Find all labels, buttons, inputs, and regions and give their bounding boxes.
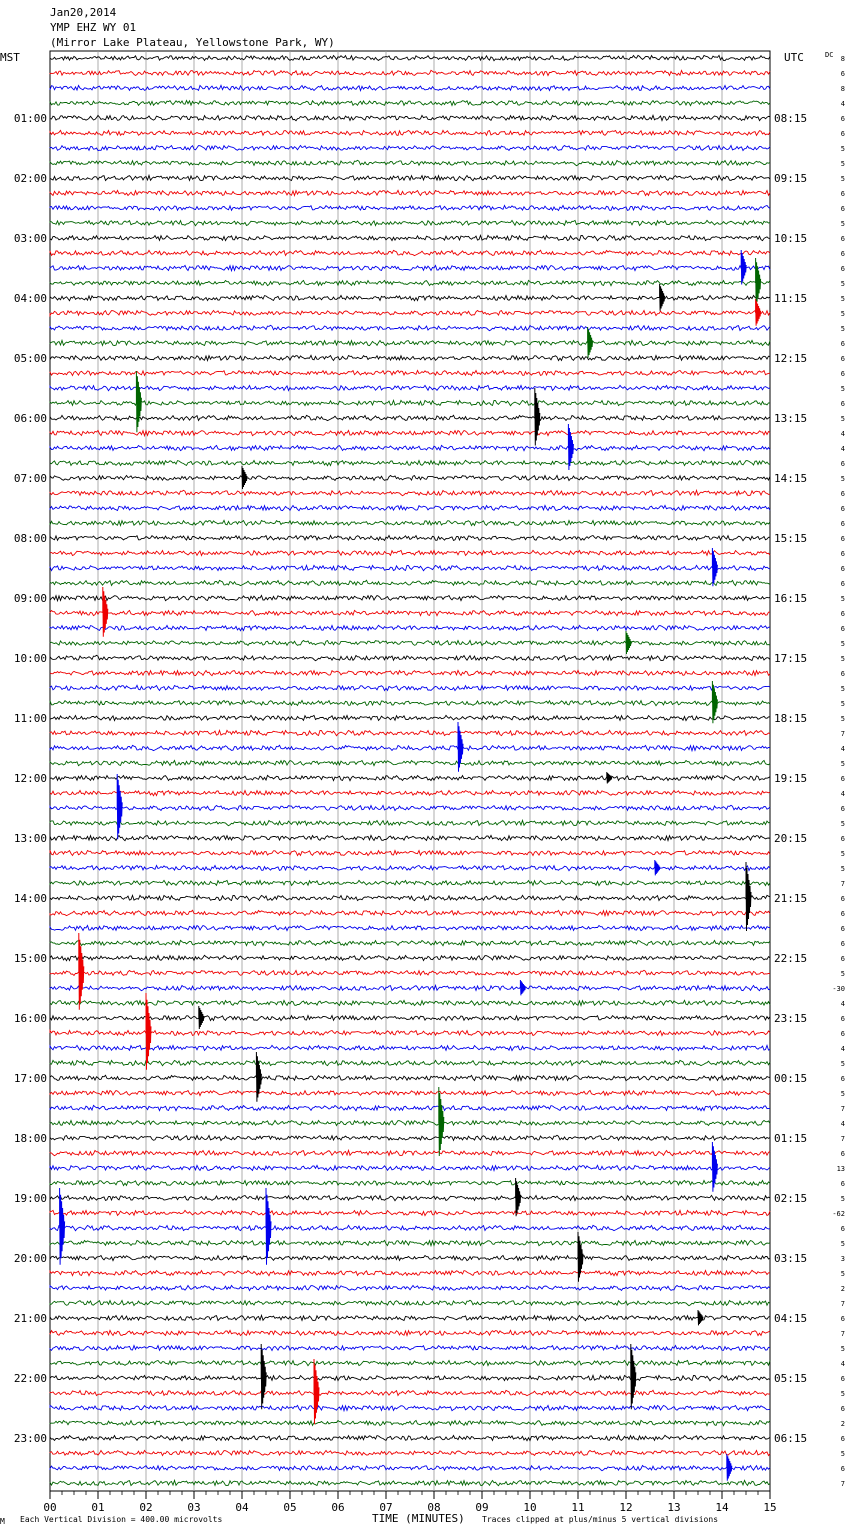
dc-value: 5 — [840, 595, 845, 603]
trace-row-23 — [50, 400, 770, 405]
trace-row-42 — [50, 685, 770, 690]
dc-value: 5 — [840, 850, 845, 858]
event-spike — [741, 250, 746, 285]
x-tick-label: 12 — [619, 1501, 633, 1514]
trace-row-69 — [50, 1091, 770, 1096]
utc-hour-label: 20:15 — [774, 832, 808, 845]
event-spike — [266, 1188, 271, 1265]
trace-row-31 — [50, 520, 770, 525]
trace-row-56 — [50, 895, 770, 900]
trace-row-30 — [50, 505, 770, 510]
trace-row-58 — [50, 926, 770, 931]
trace-row-34 — [50, 565, 770, 570]
dc-value: 6 — [840, 190, 845, 198]
dc-value: 6 — [840, 1150, 845, 1158]
event-spike — [520, 980, 525, 995]
trace-row-29 — [50, 490, 770, 495]
event-spike — [727, 1454, 732, 1481]
event-spike — [578, 1232, 583, 1282]
trace-row-8 — [50, 175, 770, 180]
trace-row-65 — [50, 1031, 770, 1036]
mst-hour-label: 13:00 — [13, 832, 47, 845]
trace-row-52 — [50, 835, 770, 840]
mst-hour-label: 06:00 — [13, 412, 47, 425]
dc-value: 6 — [840, 940, 845, 948]
trace-row-1 — [50, 70, 770, 75]
x-tick-label: 14 — [715, 1501, 729, 1514]
trace-row-51 — [50, 820, 770, 825]
dc-value: 5 — [840, 1450, 845, 1458]
dc-value: 6 — [840, 925, 845, 933]
trace-row-28 — [50, 476, 770, 481]
trace-row-63 — [50, 1000, 770, 1005]
trace-row-84 — [50, 1315, 770, 1320]
event-spike — [712, 548, 717, 586]
dc-value: 6 — [840, 505, 845, 513]
chart-header — [50, 6, 335, 49]
trace-row-66 — [50, 1045, 770, 1050]
trace-lines — [50, 55, 770, 1485]
trace-row-24 — [50, 415, 770, 420]
dc-value: 5 — [840, 655, 845, 663]
trace-row-20 — [50, 355, 770, 360]
dc-value: 7 — [840, 880, 845, 888]
event-spike — [626, 631, 631, 654]
trace-row-85 — [50, 1330, 770, 1335]
dc-value: 5 — [840, 820, 845, 828]
event-spike — [568, 424, 573, 470]
dc-value: 5 — [840, 1195, 845, 1203]
trace-row-18 — [50, 325, 770, 330]
dc-value: 6 — [840, 460, 845, 468]
trace-row-35 — [50, 580, 770, 585]
trace-row-61 — [50, 970, 770, 975]
trace-row-83 — [50, 1300, 770, 1305]
x-tick-label: 08 — [427, 1501, 441, 1514]
utc-hour-label: 05:15 — [774, 1372, 808, 1385]
trace-row-11 — [50, 220, 770, 225]
dc-value: -30 — [832, 985, 845, 993]
dc-value: 7 — [840, 1300, 845, 1308]
trace-row-70 — [50, 1105, 770, 1110]
dc-value: 8 — [840, 55, 845, 63]
trace-row-9 — [50, 190, 770, 195]
x-tick-label: 07 — [379, 1501, 393, 1514]
trace-row-32 — [50, 536, 770, 541]
x-tick-label: 00 — [43, 1501, 57, 1514]
dc-offset-values — [832, 55, 845, 1488]
dc-value: 6 — [840, 340, 845, 348]
dc-value: 6 — [840, 1225, 845, 1233]
utc-hour-label: 08:15 — [774, 112, 808, 125]
event-spike — [199, 1006, 204, 1029]
dc-value: 6 — [840, 1315, 845, 1323]
dc-value: 8 — [840, 85, 845, 93]
dc-value: 6 — [840, 535, 845, 543]
dc-value: 2 — [840, 1285, 845, 1293]
dc-value: 5 — [840, 295, 845, 303]
mst-hour-label: 11:00 — [13, 712, 47, 725]
mst-hour-label: 16:00 — [13, 1012, 47, 1025]
event-spike — [458, 722, 463, 772]
dc-value: 4 — [840, 790, 845, 798]
trace-row-80 — [50, 1255, 770, 1260]
dc-value: 7 — [840, 1480, 845, 1488]
dc-value: 6 — [840, 835, 845, 843]
dc-value: 4 — [840, 1045, 845, 1053]
dc-value: 6 — [840, 250, 845, 258]
dc-value: 7 — [840, 1135, 845, 1143]
trace-row-91 — [50, 1420, 770, 1425]
event-spike — [756, 299, 761, 326]
dc-value: 4 — [840, 1000, 845, 1008]
utc-hour-labels — [774, 112, 807, 1445]
dc-value: 6 — [840, 1180, 845, 1188]
mst-hour-label: 12:00 — [13, 772, 47, 785]
dc-value: 5 — [840, 865, 845, 873]
trace-row-19 — [50, 340, 770, 345]
dc-value: 4 — [840, 100, 845, 108]
mst-hour-label: 08:00 — [13, 532, 47, 545]
utc-hour-label: 16:15 — [774, 592, 808, 605]
trace-row-13 — [50, 250, 770, 255]
dc-value: 5 — [840, 640, 845, 648]
event-spike — [117, 774, 122, 839]
utc-hour-label: 03:15 — [774, 1252, 808, 1265]
header-station: YMP EHZ WY 01 — [50, 21, 137, 34]
dc-value: 6 — [840, 1435, 845, 1443]
trace-row-64 — [50, 1016, 770, 1021]
utc-hour-label: 09:15 — [774, 172, 808, 185]
trace-row-60 — [50, 955, 770, 960]
left-axis-title: MST — [0, 51, 20, 64]
trace-row-38 — [50, 625, 770, 630]
trace-row-68 — [50, 1075, 770, 1080]
mst-hour-label: 19:00 — [13, 1192, 47, 1205]
dc-value: 6 — [840, 355, 845, 363]
x-tick-label: 05 — [283, 1501, 297, 1514]
utc-hour-label: 10:15 — [774, 232, 808, 245]
trace-row-21 — [50, 371, 770, 376]
dc-value: 5 — [840, 970, 845, 978]
trace-row-33 — [50, 550, 770, 555]
mst-hour-label: 15:00 — [13, 952, 47, 965]
trace-row-7 — [50, 160, 770, 165]
mst-hour-label: 17:00 — [13, 1072, 47, 1085]
x-tick-label: 03 — [187, 1501, 201, 1514]
dc-value: 5 — [840, 1390, 845, 1398]
trace-row-22 — [50, 385, 770, 390]
dc-value: 4 — [840, 1360, 845, 1368]
dc-value: 6 — [840, 400, 845, 408]
x-axis-title: TIME (MINUTES) — [372, 1512, 465, 1525]
event-spike — [660, 284, 665, 311]
event-spike — [698, 1310, 703, 1325]
dc-value: 5 — [840, 310, 845, 318]
dc-value: 5 — [840, 415, 845, 423]
utc-hour-label: 12:15 — [774, 352, 808, 365]
utc-hour-label: 19:15 — [774, 772, 808, 785]
x-tick-label: 04 — [235, 1501, 249, 1514]
event-spike — [146, 993, 151, 1070]
trace-row-88 — [50, 1375, 770, 1380]
dc-value: 6 — [840, 805, 845, 813]
mst-hour-label: 09:00 — [13, 592, 47, 605]
trace-row-37 — [50, 610, 770, 615]
trace-row-6 — [50, 146, 770, 151]
dc-value: 3 — [840, 1255, 845, 1263]
dc-title: DC — [825, 51, 834, 59]
mst-hour-label: 02:00 — [13, 172, 47, 185]
dc-value: 6 — [840, 955, 845, 963]
dc-value: 6 — [840, 610, 845, 618]
trace-row-49 — [50, 790, 770, 795]
dc-value: 5 — [840, 1090, 845, 1098]
trace-row-3 — [50, 101, 770, 106]
footer-scale: Each Vertical Division = 400.00 microvolts — [20, 1515, 223, 1524]
trace-row-78 — [50, 1225, 770, 1230]
mst-hour-label: 18:00 — [13, 1132, 47, 1145]
footer-clip-note: Traces clipped at plus/minus 5 vertical divisions — [482, 1515, 719, 1524]
trace-row-73 — [50, 1150, 770, 1155]
utc-hour-label: 04:15 — [774, 1312, 808, 1325]
dc-value: 6 — [840, 1405, 845, 1413]
utc-hour-label: 22:15 — [774, 952, 808, 965]
trace-row-17 — [50, 311, 770, 316]
trace-row-43 — [50, 701, 770, 706]
utc-hour-label: 06:15 — [774, 1432, 808, 1445]
mst-hour-label: 05:00 — [13, 352, 47, 365]
event-spike — [439, 1087, 444, 1156]
dc-value: 6 — [840, 1465, 845, 1473]
dc-value: 6 — [840, 235, 845, 243]
utc-hour-label: 14:15 — [774, 472, 808, 485]
mst-hour-label: 04:00 — [13, 292, 47, 305]
dc-value: 6 — [840, 625, 845, 633]
trace-row-93 — [50, 1451, 770, 1456]
dc-value: 6 — [840, 265, 845, 273]
event-spike — [261, 1344, 266, 1409]
trace-row-5 — [50, 130, 770, 135]
dc-value: 6 — [840, 490, 845, 498]
dc-value: 6 — [840, 565, 845, 573]
event-spike — [607, 772, 612, 784]
trace-row-39 — [50, 641, 770, 646]
dc-value: 5 — [840, 760, 845, 768]
trace-row-36 — [50, 596, 770, 601]
trace-row-71 — [50, 1120, 770, 1125]
right-axis-title: UTC — [784, 51, 804, 64]
x-axis — [43, 1491, 776, 1514]
trace-row-46 — [50, 745, 770, 750]
trace-row-89 — [50, 1390, 770, 1395]
dc-value: 5 — [840, 1060, 845, 1068]
dc-value: 5 — [840, 280, 845, 288]
trace-row-48 — [50, 775, 770, 780]
dc-value: 6 — [840, 370, 845, 378]
dc-value: 7 — [840, 730, 845, 738]
mst-hour-label: 14:00 — [13, 892, 47, 905]
utc-hour-label: 23:15 — [774, 1012, 808, 1025]
dc-value: 6 — [840, 1015, 845, 1023]
trace-row-90 — [50, 1405, 770, 1410]
mst-hour-label: 20:00 — [13, 1252, 47, 1265]
trace-row-81 — [50, 1270, 770, 1275]
trace-row-27 — [50, 460, 770, 465]
trace-row-57 — [50, 910, 770, 915]
x-tick-label: 10 — [523, 1501, 537, 1514]
mst-hour-label: 22:00 — [13, 1372, 47, 1385]
dc-value: 5 — [840, 1240, 845, 1248]
dc-value: 5 — [840, 325, 845, 333]
dc-value: 4 — [840, 1120, 845, 1128]
dc-value: 6 — [840, 1075, 845, 1083]
dc-value: 6 — [840, 775, 845, 783]
dc-value: 5 — [840, 715, 845, 723]
trace-row-53 — [50, 850, 770, 855]
mst-hour-label: 10:00 — [13, 652, 47, 665]
dc-value: 7 — [840, 1105, 845, 1113]
dc-value: 5 — [840, 700, 845, 708]
trace-row-72 — [50, 1135, 770, 1140]
dc-value: 6 — [840, 520, 845, 528]
trace-row-55 — [50, 880, 770, 885]
trace-row-54 — [50, 866, 770, 871]
event-spike — [655, 860, 660, 875]
dc-value: 5 — [840, 1270, 845, 1278]
trace-row-50 — [50, 805, 770, 810]
dc-value: 6 — [840, 1030, 845, 1038]
header-location: (Mirror Lake Plateau, Yellowstone Park, WY) — [50, 36, 335, 49]
event-spike — [314, 1359, 319, 1424]
trace-row-44 — [50, 715, 770, 720]
trace-row-75 — [50, 1181, 770, 1186]
trace-row-25 — [50, 430, 770, 435]
dc-value: 5 — [840, 385, 845, 393]
utc-hour-label: 17:15 — [774, 652, 808, 665]
event-spike — [746, 862, 751, 931]
dc-value: 6 — [840, 910, 845, 918]
x-tick-label: 01 — [91, 1501, 105, 1514]
dc-value: 5 — [840, 220, 845, 228]
event-spike — [535, 388, 540, 446]
dc-value: 5 — [840, 685, 845, 693]
dc-value: 6 — [840, 70, 845, 78]
trace-row-15 — [50, 280, 770, 285]
utc-hour-label: 15:15 — [774, 532, 808, 545]
trace-row-67 — [50, 1060, 770, 1065]
trace-row-10 — [50, 206, 770, 211]
event-spike — [631, 1344, 636, 1409]
x-tick-label: 06 — [331, 1501, 345, 1514]
utc-hour-label: 02:15 — [774, 1192, 808, 1205]
event-spike — [588, 327, 593, 358]
dc-value: 4 — [840, 445, 845, 453]
dc-value: 2 — [840, 1420, 845, 1428]
utc-hour-label: 18:15 — [774, 712, 808, 725]
trace-row-14 — [50, 265, 770, 270]
mst-hour-label: 23:00 — [13, 1432, 47, 1445]
dc-value: 6 — [840, 895, 845, 903]
trace-row-12 — [50, 235, 770, 240]
trace-row-62 — [50, 985, 770, 990]
dc-value: 5 — [840, 175, 845, 183]
trace-row-26 — [50, 445, 770, 450]
trace-row-59 — [50, 940, 770, 945]
dc-value: -62 — [832, 1210, 845, 1218]
trace-row-41 — [50, 670, 770, 675]
dc-value: 6 — [840, 1375, 845, 1383]
trace-row-92 — [50, 1435, 770, 1440]
header-date: Jan20,2014 — [50, 6, 117, 19]
utc-hour-label: 00:15 — [774, 1072, 808, 1085]
dc-value: 4 — [840, 745, 845, 753]
x-tick-label: 13 — [667, 1501, 681, 1514]
trace-row-76 — [50, 1195, 770, 1200]
trace-row-74 — [50, 1165, 770, 1170]
trace-row-4 — [50, 115, 770, 120]
utc-hour-label: 13:15 — [774, 412, 808, 425]
trace-row-47 — [50, 761, 770, 766]
trace-row-77 — [50, 1210, 770, 1215]
trace-row-86 — [50, 1346, 770, 1351]
dc-value: 4 — [840, 430, 845, 438]
footer-mark: M — [0, 1517, 5, 1526]
dc-value: 5 — [840, 145, 845, 153]
dc-value: 6 — [840, 580, 845, 588]
trace-row-2 — [50, 85, 770, 90]
dc-value: 13 — [836, 1165, 845, 1173]
mst-hour-label: 03:00 — [13, 232, 47, 245]
event-spike — [256, 1052, 261, 1102]
mst-hour-label: 07:00 — [13, 472, 47, 485]
dc-value: 6 — [840, 670, 845, 678]
trace-row-95 — [50, 1480, 770, 1485]
trace-row-79 — [50, 1240, 770, 1245]
trace-row-40 — [50, 655, 770, 660]
mst-hour-label: 01:00 — [13, 112, 47, 125]
utc-hour-label: 21:15 — [774, 892, 808, 905]
dc-value: 6 — [840, 205, 845, 213]
trace-row-94 — [50, 1465, 770, 1470]
dc-value: 6 — [840, 550, 845, 558]
mst-hour-labels — [14, 112, 47, 1445]
dc-value: 6 — [840, 130, 845, 138]
x-tick-label: 11 — [571, 1501, 585, 1514]
utc-hour-label: 11:15 — [774, 292, 808, 305]
dc-value: 5 — [840, 1345, 845, 1353]
trace-row-0 — [50, 55, 770, 60]
x-tick-label: 02 — [139, 1501, 153, 1514]
event-spike — [242, 466, 247, 489]
x-tick-label: 09 — [475, 1501, 489, 1514]
dc-value: 5 — [840, 475, 845, 483]
event-spike — [136, 371, 141, 432]
trace-row-45 — [50, 730, 770, 735]
dc-value: 6 — [840, 115, 845, 123]
trace-row-87 — [50, 1360, 770, 1365]
mst-hour-label: 21:00 — [13, 1312, 47, 1325]
utc-hour-label: 01:15 — [774, 1132, 808, 1145]
dc-value: 5 — [840, 160, 845, 168]
trace-row-82 — [50, 1286, 770, 1291]
event-spike — [516, 1178, 521, 1216]
x-tick-label: 15 — [763, 1501, 777, 1514]
dc-value: 7 — [840, 1330, 845, 1338]
